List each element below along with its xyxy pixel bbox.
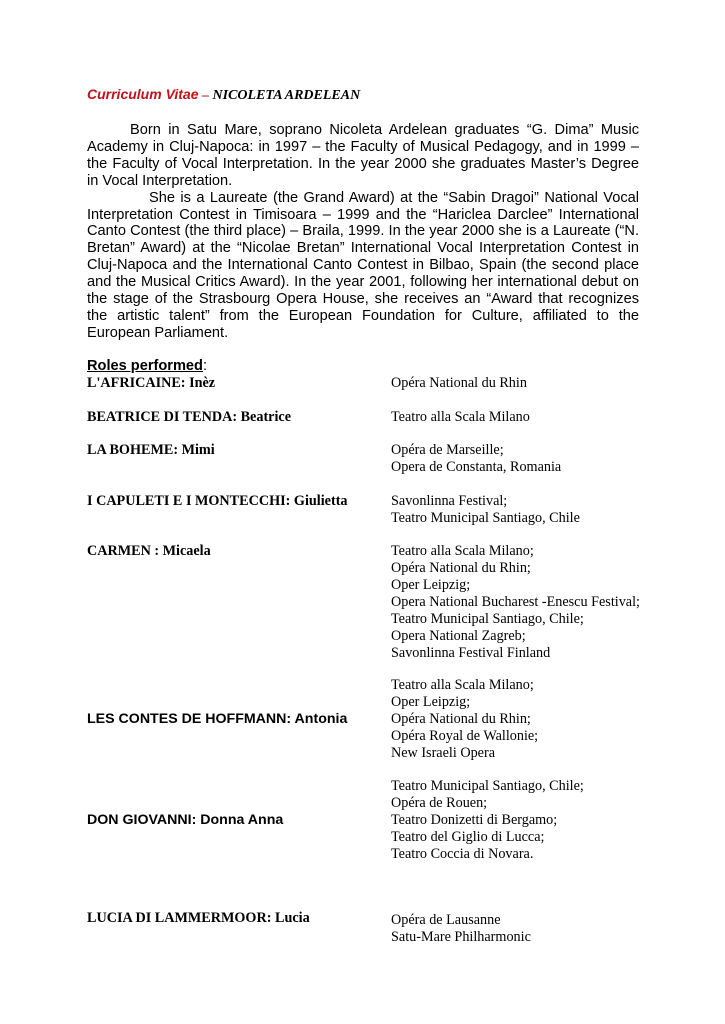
role-venues [391, 543, 640, 662]
role-title: BEATRICE DI TENDA: Beatrice [87, 409, 292, 425]
venue: Satu-Mare Philharmonic [391, 929, 531, 945]
bio-paragraph-2: She is a Laureate (the Grand Award) at the “Sabin Dragoi” National Vocal Interpretation Contest in Timisoara – 1999 and the “Hariclea Darclee” International Canto Contest (the third place) – Braila, 1999. In the year 2000 she is a Laureate (“N. Bretan” Award) at the “Nicolae Bretan” International Vocal Interpretation Contest in Cluj-Napoca and the International Canto Contest in Bilbao, Spain (the second place and the Musical Critics Award). In the year 2001, following her international debut on the stage of the Strasbourg Opera House, she receives an “Award that recognizes the artistic talent” from the European Foundation for Culture, affiliated to the European Parliament. [87, 189, 639, 341]
venue: Teatro Municipal Santiago, Chile [391, 510, 580, 526]
roles-heading-colon: : [202, 358, 208, 374]
venue: Teatro Municipal Santiago, Chile; [391, 611, 584, 627]
role-title: LUCIA DI LAMMERMOOR: Lucia [87, 910, 310, 926]
venue: Opera de Constanta, Romania [391, 459, 562, 475]
role-venues [391, 375, 527, 392]
venue: Opéra National du Rhin [391, 375, 527, 391]
venue: Opéra de Rouen; [391, 795, 488, 811]
venue: Teatro Municipal Santiago, Chile; [391, 778, 584, 794]
role-title: LA BOHEME: Mimi [87, 442, 215, 458]
venue: Opéra Royal de Wallonie; [391, 728, 539, 744]
venue: Teatro Coccia di Novara. [391, 846, 534, 862]
role-venues [391, 409, 530, 426]
title-dash: – [198, 88, 213, 103]
venue: Teatro del Giglio di Lucca; [391, 829, 545, 845]
role-venues [391, 677, 538, 762]
venue: Teatro alla Scala Milano [391, 409, 530, 425]
person-name: NICOLETA ARDELEAN [212, 88, 361, 103]
biography [87, 122, 639, 342]
venue: Oper Leipzig; [391, 694, 471, 710]
role-title: CARMEN : Micaela [87, 543, 211, 559]
roles-heading [87, 358, 207, 374]
role-title: I CAPULETI E I MONTECCHI: Giulietta [87, 493, 348, 509]
role-venues [391, 778, 584, 863]
cv-label: Curriculum Vitae [87, 86, 199, 102]
venue: Opéra National du Rhin; [391, 560, 531, 576]
venue: Opéra de Marseille; [391, 442, 504, 458]
venue: Opéra de Lausanne [391, 912, 501, 928]
bio-paragraph-1: Born in Satu Mare, soprano Nicoleta Ardelean graduates “G. Dima” Music Academy in Cluj-Napoca: in 1997 – the Faculty of Musical Pedagogy, and in 1999 – the Faculty of Vocal Interpretation. In the year 2000 she graduates Master’s Degree in Vocal Interpretation. [87, 122, 639, 189]
document-title [87, 86, 360, 104]
role-venues [391, 912, 531, 946]
role-venues [391, 442, 561, 476]
venue: Savonlinna Festival Finland [391, 645, 551, 661]
venue: Opera National Bucharest -Enescu Festival; [391, 594, 640, 610]
venue: Opéra National du Rhin; [391, 711, 531, 727]
role-title: LES CONTES DE HOFFMANN: Antonia [87, 711, 348, 727]
roles-heading-label: Roles performed [87, 358, 203, 374]
venue: Oper Leipzig; [391, 577, 471, 593]
venue: Savonlinna Festival; [391, 493, 508, 509]
role-title: DON GIOVANNI: Donna Anna [87, 812, 284, 828]
venue: Teatro alla Scala Milano; [391, 677, 534, 693]
venue: Opera National Zagreb; [391, 628, 526, 644]
role-title: L'AFRICAINE: Inèz [87, 375, 216, 391]
venue: Teatro alla Scala Milano; [391, 543, 534, 559]
venue: New Israeli Opera [391, 745, 495, 761]
role-venues [391, 493, 580, 527]
venue: Teatro Donizetti di Bergamo; [391, 812, 558, 828]
